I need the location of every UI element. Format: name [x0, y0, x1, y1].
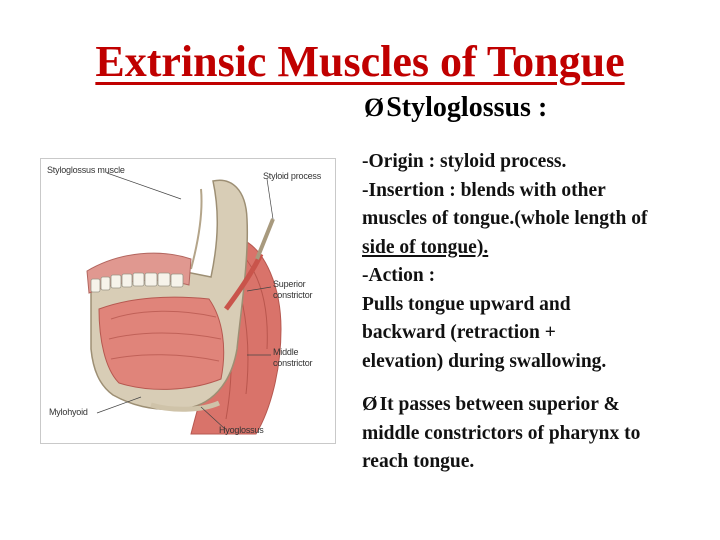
subheading-text: Styloglossus : [386, 92, 548, 123]
slide-title: Extrinsic Muscles of Tongue [95, 37, 625, 86]
action-line-2: Pulls tongue upward and [362, 293, 571, 315]
passes-line: Ø It passes between superior & [362, 393, 620, 415]
action-line-4: elevation) during swallowing. [362, 350, 607, 372]
description [362, 148, 716, 477]
label-middle-constrictor: constrictor [273, 358, 313, 368]
label-superior-constrictor: constrictor [273, 290, 313, 300]
origin-line: -Origin : styloid process. [362, 151, 567, 172]
arrow-bullet-icon: Ø [362, 393, 378, 415]
action-line: -Action : [362, 265, 436, 286]
subheading [364, 92, 547, 124]
passes-line-2: middle constrictors of pharynx to [362, 422, 641, 444]
label-mylohyoid: Mylohyoid [49, 407, 88, 417]
action-line-3: backward (retraction + [362, 322, 556, 343]
insertion-line: -Insertion : blends with other [362, 179, 606, 201]
styloglossus-anatomy-figure [40, 158, 336, 444]
anatomy-illustration [41, 159, 335, 443]
label-superior: Superior [273, 279, 306, 289]
label-styloglossus-muscle: Styloglossus muscle [47, 165, 125, 175]
insertion-line-2: muscles of tongue.(whole length of [362, 208, 648, 229]
passes-line-3: reach tongue. [362, 451, 475, 472]
label-hyoglossus: Hyoglossus [219, 425, 264, 435]
arrow-bullet-icon: Ø [364, 93, 385, 122]
label-styloid-process: Styloid process [263, 171, 322, 181]
label-middle: Middle [273, 347, 299, 357]
insertion-line-3: side of tongue). [362, 236, 489, 258]
